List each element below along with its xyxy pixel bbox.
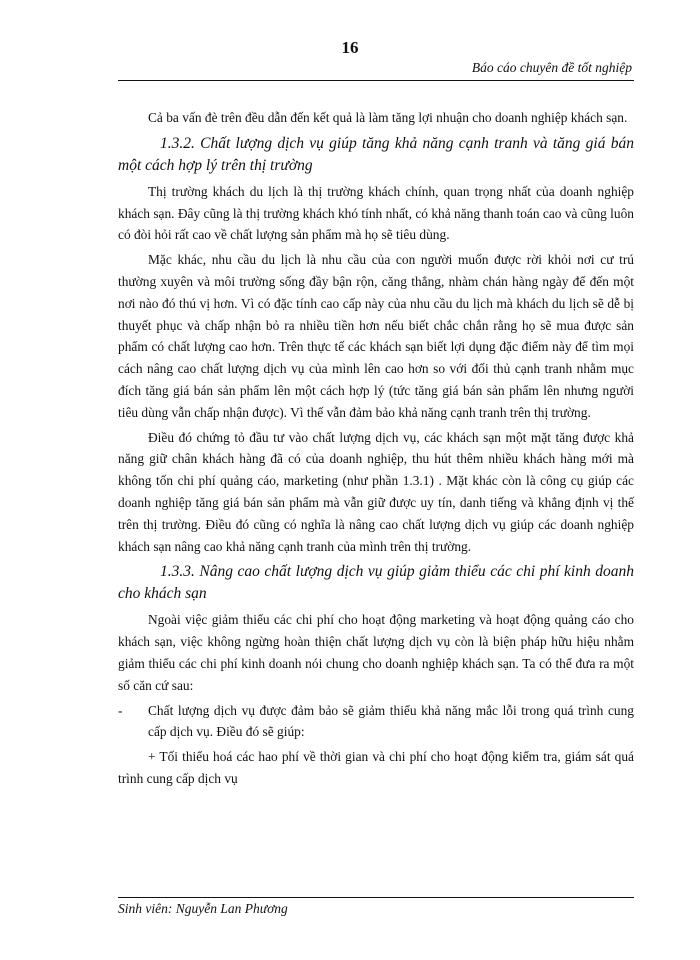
plus-item: + Tối thiểu hoá các hao phí về thời gian và chi phí cho hoạt động kiểm tra, giám sát quá trình cung cấp dịch vụ [118, 749, 634, 786]
footer-student-name: Sinh viên: Nguyễn Lan Phương [118, 901, 288, 916]
paragraph-tourist-market: Thị trường khách du lịch là thị trường khách chính, quan trọng nhất của doanh nghiệp khách sạn. Đây cũng là thị trường khách khó tính nhất, có khả năng thanh toán cao và cũng luôn có đòi hỏi rất cao về chất lượng sản phẩm mà họ sẽ tiêu dùng. [118, 183, 634, 243]
paragraph-conclusion: Cả ba vấn đè trên đều dẫn đến kết quả là làm tăng lợi nhuận cho doanh nghiệp khách sạn. [148, 110, 628, 125]
bullet-dash: - [118, 702, 123, 718]
paragraph-tourism-needs: Mặc khác, nhu cầu du lịch là nhu cầu của con người muốn được rời khỏi nơi cư trú thường xuyên và môi trường sống đầy bận rộn, căng thẳng, nhàm chán hàng ngày để đến một nơi nào đó thú vị hơn. Vì có đặc tính cao cấp này của nhu cầu du lịch mà khách du lịch sẽ dễ bị thuyết phục và chấp nhận bỏ ra nhiều tiền hơn nếu biết chắc chắn rằng họ sẽ mua được sản phẩm có chất lượng cao hơn. Trên thực tế các khách sạn biết lợi dụng đặc điểm này để tìm mọi cách nâng cao chất lượng dịch vụ của mình lên cao hơn so với đối thủ cạnh tranh nhằm mục đích tăng giá bán sản phẩm lên một cách hợp lý (tức tăng giá bán sản phẩm lên nhưng người tiêu dùng vẫn chấp nhận được). Vì thế vẫn đảm bảo khả năng cạnh tranh trên thị trường. [118, 252, 634, 420]
page-body [118, 107, 634, 793]
header-divider [118, 80, 634, 81]
paragraph-cost-reduction: Ngoài việc giảm thiểu các chi phí cho hoạt động marketing và hoạt động quảng cáo cho khách sạn, việc không ngừng hoàn thiện chất lượng dịch vụ còn là biện pháp hữu hiệu nhằm giảm thiểu các chi phí kinh doanh nói chung cho doanh nghiệp khách sạn. Ta có thể đưa ra một số căn cứ sau: [118, 612, 634, 693]
page-number: 16 [341, 38, 359, 57]
section-heading-1-3-2: 1.3.2. Chất lượng dịch vụ giúp tăng khả năng cạnh tranh và tăng giá bán một cách hợp lý trên thị trường [118, 134, 634, 174]
bullet-text: Chất lượng dịch vụ được đảm bảo sẽ giảm thiểu khả năng mắc lỗi trong quá trình cung cấp dịch vụ. Điều đó sẽ giúp: [148, 702, 634, 740]
footer-divider [118, 897, 634, 898]
bullet-item [118, 700, 634, 744]
section-heading-1-3-3: 1.3.3. Nâng cao chất lượng dịch vụ giúp giảm thiểu các chi phí kinh doanh cho khách sạn [118, 563, 634, 603]
header-title: Báo cáo chuyên đề tốt nghiệp [471, 60, 632, 75]
paragraph-investment-quality: Điều đó chứng tỏ đầu tư vào chất lượng dịch vụ, các khách sạn một mặt tăng được khả năng giữ chân khách hàng đã có của doanh nghiệp, thu hút thêm nhiều khách hàng mới mà không tốn chi phí quảng cáo, marketing (như phần 1.3.1) . Mặt khác còn là công cụ giúp các doanh nghiệp tăng giá bán sản phẩm mà vẫn giữ được uy tín, danh tiếng và khẳng định vị thế trên thị trường. Điều đó cũng có nghĩa là nâng cao chất lượng dịch vụ giúp các doanh nghiệp khách sạn nâng cao khả năng cạnh tranh của mình trên thị trường. [118, 429, 634, 554]
